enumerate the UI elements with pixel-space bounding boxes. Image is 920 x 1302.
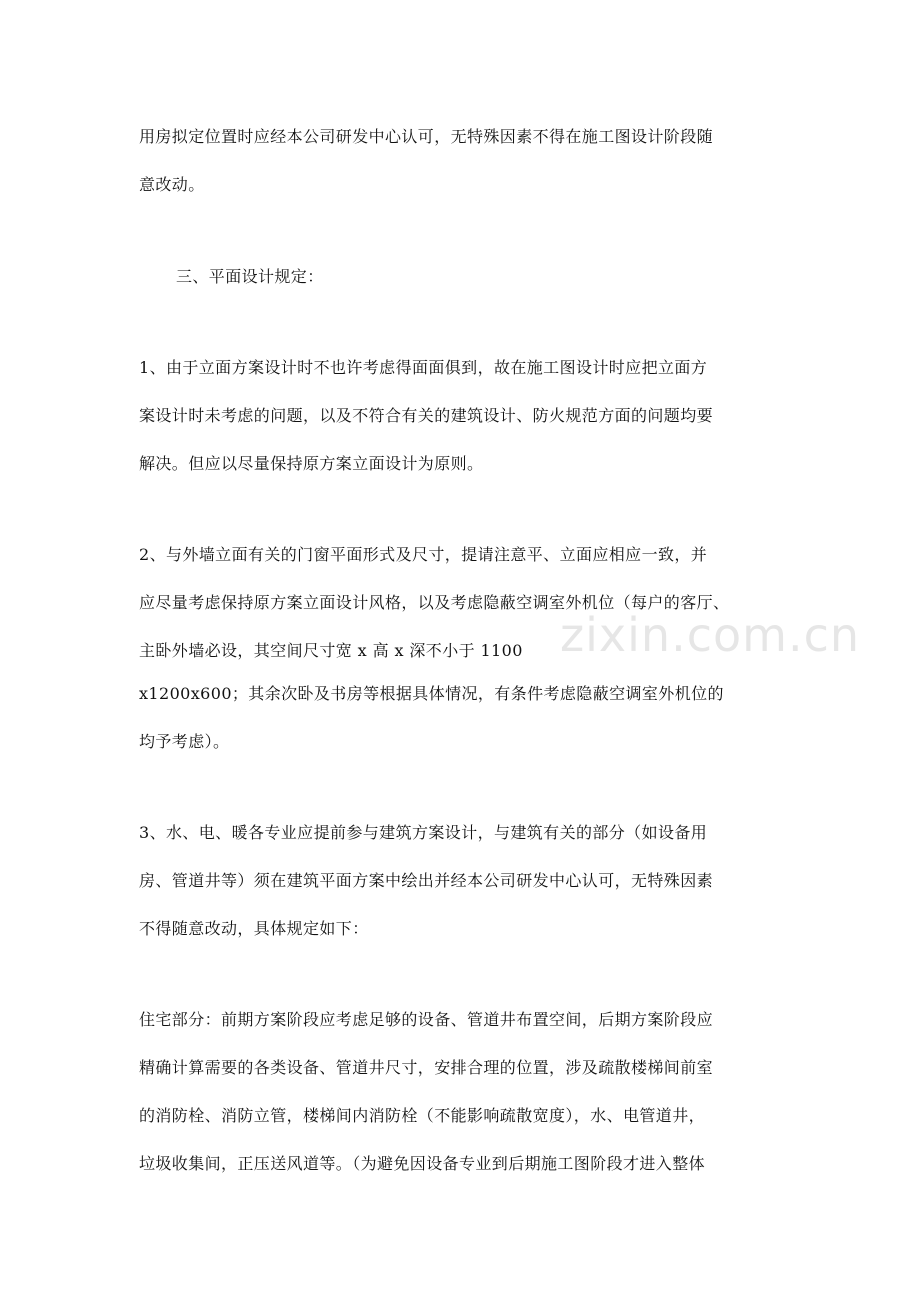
paragraph-line: 解决。但应以尽量保持原方案立面设计为原则。 — [139, 454, 484, 473]
paragraph-line: 应尽量考虑保持原方案立面设计风格，以及考虑隐蔽空调室外机位（每户的客厅、 — [139, 593, 730, 612]
paragraph-line: 垃圾收集间，正压送风道等。（为避免因设备专业到后期施工图阶段才进入整体 — [139, 1154, 706, 1173]
paragraph-line: 房、管道井等）须在建筑平面方案中绘出并经本公司研发中心认可，无特殊因素 — [139, 871, 714, 890]
watermark: zixin.com.cn — [560, 608, 861, 662]
paragraph-line: 3、水、电、暖各专业应提前参与建筑方案设计，与建筑有关的部分（如设备用 — [139, 823, 708, 842]
paragraph-line: 的消防栓、消防立管，楼梯间内消防栓（不能影响疏散宽度），水、电管道井， — [139, 1106, 706, 1125]
paragraph-line: 1、由于立面方案设计时不也许考虑得面面俱到，故在施工图设计时应把立面方 — [139, 358, 708, 377]
paragraph-line: 精确计算需要的各类设备、管道井尺寸，安排合理的位置，涉及疏散楼梯间前室 — [139, 1058, 714, 1077]
paragraph-line: 案设计时未考虑的问题，以及不符合有关的建筑设计、防火规范方面的问题均要 — [139, 406, 714, 425]
paragraph-line: 2、与外墙立面有关的门窗平面形式及尺寸，提请注意平、立面应相应一致，并 — [139, 545, 708, 564]
paragraph-line: 主卧外墙必设，其空间尺寸宽 x 高 x 深不小于 1100 — [139, 641, 523, 660]
paragraph-line: x1200x600；其余次卧及书房等根据具体情况，有条件考虑隐蔽空调室外机位的 — [139, 684, 724, 703]
paragraph-line: 不得随意改动，具体规定如下： — [139, 919, 369, 938]
section-heading: 三、平面设计规定： — [176, 267, 324, 286]
paragraph-line: 住宅部分：前期方案阶段应考虑足够的设备、管道井布置空间，后期方案阶段应 — [139, 1010, 714, 1029]
paragraph-line: 意改动。 — [139, 175, 205, 194]
paragraph-line: 用房拟定位置时应经本公司研发中心认可，无特殊因素不得在施工图设计阶段随 — [139, 127, 714, 146]
paragraph-line: 均予考虑）。 — [139, 732, 230, 751]
